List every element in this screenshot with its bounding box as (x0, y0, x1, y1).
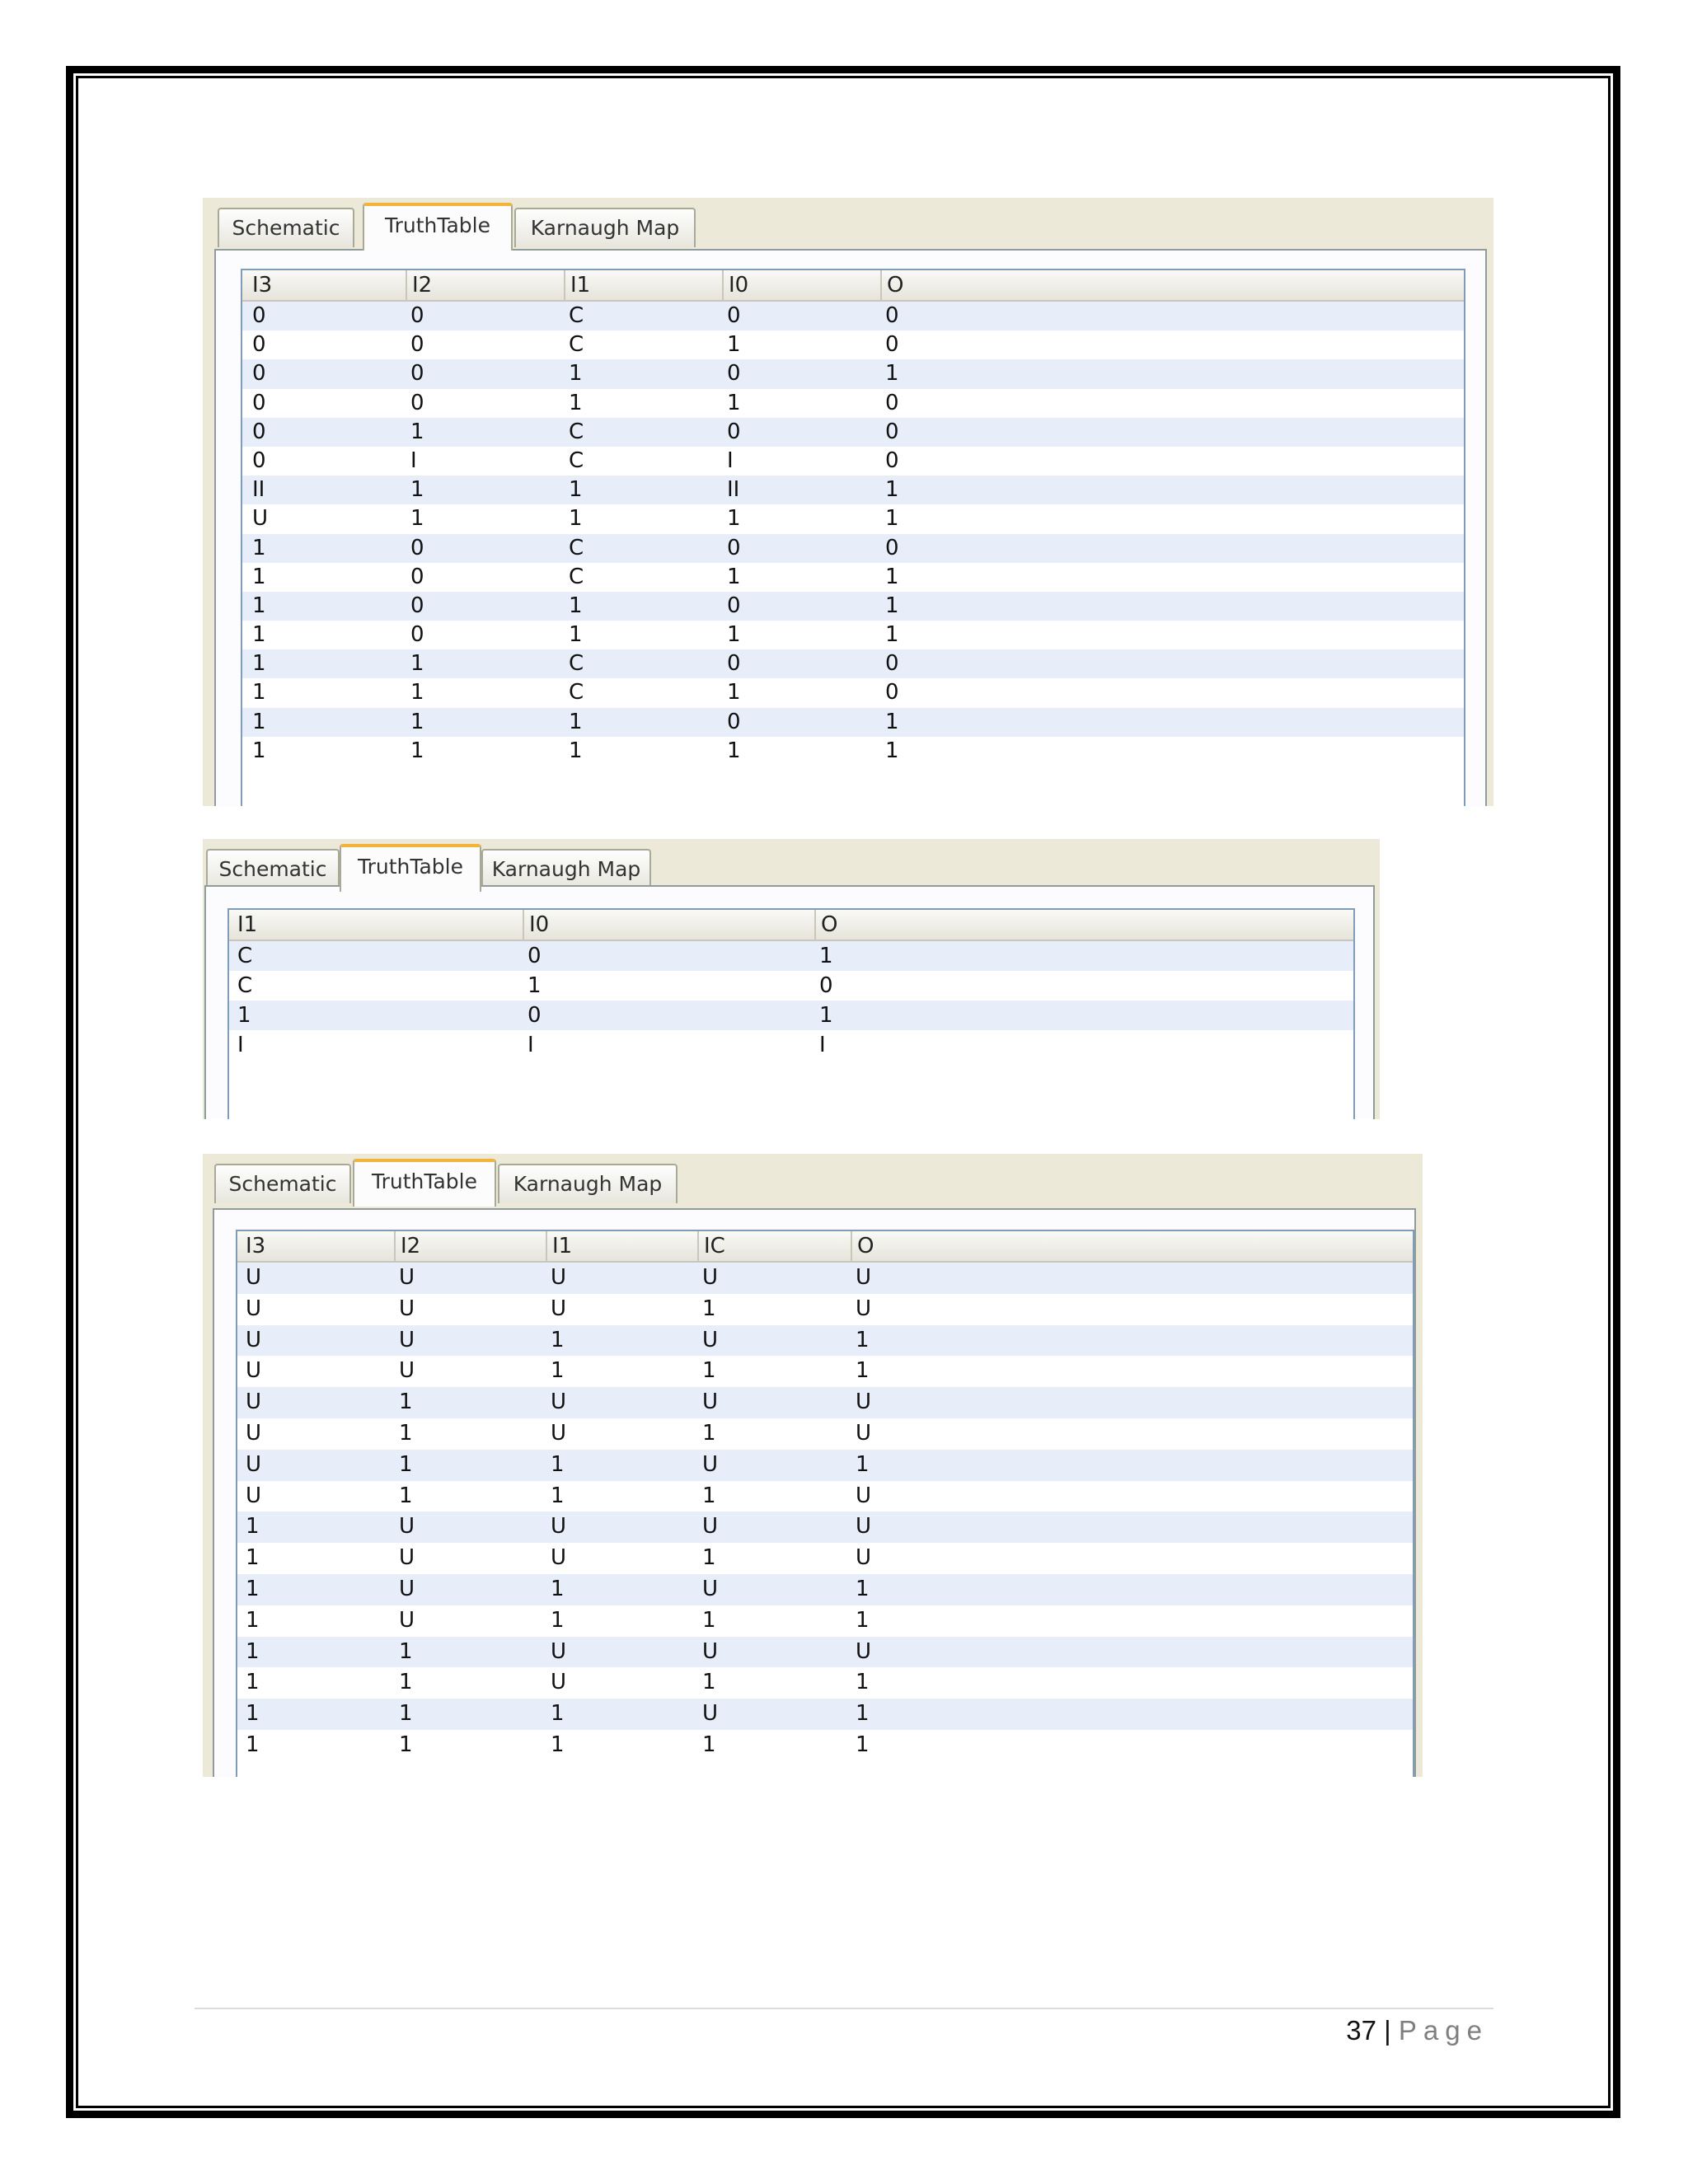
table-row[interactable] (242, 302, 1464, 330)
column-header[interactable]: I3 (252, 273, 273, 298)
table-cell: 1 (727, 622, 741, 648)
column-header[interactable]: O (851, 1231, 1180, 1261)
table-cell: 0 (727, 419, 741, 444)
table-cell: 1 (885, 361, 899, 387)
table-cell: 0 (528, 1003, 542, 1028)
table-cell: C (569, 651, 584, 677)
table-body (242, 302, 1464, 766)
table-cell: 1 (856, 1732, 870, 1757)
table-cell: 1 (702, 1732, 716, 1757)
table-cell: C (237, 944, 253, 968)
table-cell: 1 (246, 1701, 260, 1727)
table-row[interactable] (242, 504, 1464, 533)
table-cell: I (727, 448, 734, 473)
table-cell: 1 (246, 1545, 260, 1571)
table-cell: 1 (569, 390, 583, 415)
tab-schematic[interactable]: Schematic (218, 208, 354, 247)
column-header[interactable]: IC (697, 1231, 851, 1261)
table-cell: 1 (246, 1638, 260, 1664)
footer-divider (195, 2008, 1493, 2009)
table-cell: 1 (819, 944, 833, 968)
page-number (1311, 2011, 1489, 2050)
table-cell: 0 (410, 390, 424, 415)
table-cell: 1 (410, 419, 424, 444)
table-cell: 1 (569, 738, 583, 763)
table-cell: 1 (856, 1358, 870, 1384)
table-cell: C (569, 332, 584, 358)
table-cell: 1 (856, 1576, 870, 1601)
table-row[interactable] (242, 592, 1464, 621)
table-cell: U (399, 1327, 415, 1352)
table-row[interactable] (242, 330, 1464, 359)
table-row[interactable] (242, 359, 1464, 388)
column-header[interactable]: I1 (546, 1231, 699, 1261)
table-cell: 1 (399, 1638, 413, 1664)
tab-karnaugh-map[interactable]: Karnaugh Map (514, 208, 696, 247)
table-cell: U (246, 1451, 262, 1477)
table-row[interactable] (237, 1356, 1413, 1387)
page-number-value: 37 (1346, 2015, 1376, 2046)
column-header[interactable]: I3 (246, 1234, 266, 1258)
table-cell: 1 (856, 1451, 870, 1477)
table-row[interactable] (229, 1030, 1353, 1060)
table-cell: U (246, 1483, 262, 1508)
column-header[interactable]: I1 (237, 912, 258, 937)
table-cell: 1 (727, 506, 741, 532)
tab-karnaugh-map[interactable]: Karnaugh Map (498, 1164, 678, 1203)
table-cell: 1 (410, 506, 424, 532)
table-row[interactable] (242, 737, 1464, 766)
table-cell: 0 (410, 593, 424, 618)
table-cell: U (399, 1265, 415, 1290)
table-cell: I (237, 1033, 244, 1057)
table-cell: 1 (551, 1576, 565, 1601)
table-cell: II (252, 477, 265, 503)
table-cell: 1 (410, 477, 424, 503)
table-row[interactable] (237, 1418, 1413, 1450)
table-cell: C (569, 419, 584, 444)
table-cell: U (551, 1638, 567, 1664)
table-cell: 0 (410, 564, 424, 589)
table-cell: U (246, 1265, 262, 1290)
table-cell: U (246, 1327, 262, 1352)
table-row[interactable] (242, 563, 1464, 592)
table-cell: C (569, 535, 584, 560)
table-row[interactable] (237, 1450, 1413, 1481)
table-cell: U (399, 1296, 415, 1321)
table-cell: U (856, 1514, 872, 1540)
table-cell: 1 (399, 1701, 413, 1727)
table-cell: 1 (856, 1327, 870, 1352)
table-cell: 1 (551, 1451, 565, 1477)
page-label: Page (1398, 2015, 1489, 2046)
table-cell: 0 (528, 944, 542, 968)
table-cell: U (856, 1390, 872, 1415)
table-cell: 1 (246, 1732, 260, 1757)
table-cell: 1 (252, 738, 266, 763)
table-cell: 0 (885, 332, 899, 358)
table-header (229, 910, 1353, 941)
table-cell: I (410, 448, 417, 473)
table-cell: C (569, 680, 584, 705)
table-cell: 0 (410, 622, 424, 648)
table-cell: 1 (702, 1296, 716, 1321)
table-cell: 0 (727, 303, 741, 328)
table-cell: U (856, 1296, 872, 1321)
table-cell: U (551, 1265, 567, 1290)
table-cell: 0 (410, 361, 424, 387)
table-cell: 1 (246, 1514, 260, 1540)
table-row[interactable] (237, 1730, 1413, 1761)
table-cell: 1 (399, 1390, 413, 1415)
tab-schematic[interactable]: Schematic (214, 1164, 351, 1203)
table-cell: U (856, 1638, 872, 1664)
table-cell: U (246, 1420, 262, 1446)
column-header[interactable]: I0 (523, 910, 813, 940)
table-cell: 1 (569, 593, 583, 618)
table-cell: 1 (727, 332, 741, 358)
table-cell: 1 (856, 1670, 870, 1695)
table-cell: I (528, 1033, 534, 1057)
table-cell: 0 (727, 593, 741, 618)
table-header (242, 270, 1464, 302)
table-cell: 1 (551, 1732, 565, 1757)
table-cell: 1 (252, 535, 266, 560)
table-row[interactable] (229, 1001, 1353, 1030)
tab-truth-table[interactable]: TruthTable (353, 1159, 496, 1207)
table-cell: U (252, 506, 269, 532)
table-cell: 1 (410, 680, 424, 705)
table-cell: 1 (528, 973, 542, 998)
column-header[interactable]: I1 (564, 270, 722, 300)
table-cell: 1 (399, 1420, 413, 1446)
table-cell: 1 (727, 680, 741, 705)
table-cell: II (727, 477, 740, 503)
table-cell: 1 (856, 1701, 870, 1727)
table-row[interactable] (237, 1263, 1413, 1294)
table-cell: 1 (569, 709, 583, 734)
table-cell: 1 (246, 1576, 260, 1601)
table-cell: 1 (885, 506, 899, 532)
table-cell: 1 (246, 1670, 260, 1695)
table-cell: 1 (885, 564, 899, 589)
table-cell: U (551, 1670, 567, 1695)
table-cell: U (399, 1514, 415, 1540)
table-cell: 0 (885, 651, 899, 677)
table-cell: 1 (246, 1607, 260, 1633)
table-cell: 1 (551, 1607, 565, 1633)
table-cell: 0 (885, 535, 899, 560)
table-cell: U (702, 1576, 719, 1601)
table-body (229, 941, 1353, 1060)
page-number-separator: | (1384, 2015, 1391, 2046)
table-cell: 1 (551, 1327, 565, 1352)
table-cell: I (819, 1033, 826, 1057)
tab-karnaugh-map[interactable]: Karnaugh Map (481, 849, 651, 888)
table-cell: 1 (856, 1607, 870, 1633)
table-cell: U (551, 1390, 567, 1415)
table-row[interactable] (242, 418, 1464, 447)
truth-table-grid (241, 269, 1465, 806)
table-cell: U (702, 1390, 719, 1415)
table-cell: U (702, 1514, 719, 1540)
table-cell: U (856, 1483, 872, 1508)
table-row[interactable] (242, 476, 1464, 504)
table-cell: 0 (727, 709, 741, 734)
table-cell: 0 (410, 332, 424, 358)
table-cell: 1 (702, 1483, 716, 1508)
table-cell: C (237, 973, 253, 998)
table-cell: 1 (819, 1003, 833, 1028)
table-cell: 0 (819, 973, 833, 998)
table-row[interactable] (237, 1605, 1413, 1637)
table-cell: U (399, 1607, 415, 1633)
table-cell: C (569, 564, 584, 589)
table-cell: 1 (702, 1358, 716, 1384)
truth-table-screenshot-3 (203, 1154, 1423, 1777)
table-cell: 0 (252, 303, 266, 328)
table-header (237, 1231, 1413, 1263)
table-cell: 0 (885, 419, 899, 444)
table-cell: 0 (410, 535, 424, 560)
table-cell: 0 (885, 680, 899, 705)
table-cell: 1 (399, 1670, 413, 1695)
column-header[interactable]: O (880, 270, 1210, 300)
table-row[interactable] (242, 649, 1464, 678)
column-header[interactable]: I2 (406, 270, 564, 300)
table-cell: 1 (399, 1732, 413, 1757)
table-cell: 0 (727, 535, 741, 560)
table-cell: 1 (702, 1607, 716, 1633)
truth-table-screenshot-2 (203, 839, 1380, 1119)
table-cell: 1 (252, 564, 266, 589)
truth-table-grid (227, 908, 1355, 1119)
table-body (237, 1263, 1413, 1761)
table-row[interactable] (237, 1699, 1413, 1730)
table-cell: 1 (252, 709, 266, 734)
table-cell: U (551, 1296, 567, 1321)
table-row[interactable] (242, 389, 1464, 418)
table-cell: 0 (727, 651, 741, 677)
table-cell: 0 (885, 390, 899, 415)
column-header[interactable]: I0 (722, 270, 880, 300)
table-row[interactable] (229, 941, 1353, 971)
table-cell: 1 (727, 564, 741, 589)
table-cell: U (246, 1390, 262, 1415)
table-cell: 1 (702, 1420, 716, 1446)
table-row[interactable] (237, 1325, 1413, 1357)
table-cell: 1 (569, 506, 583, 532)
table-cell: U (856, 1545, 872, 1571)
table-row[interactable] (242, 534, 1464, 563)
table-cell: 1 (569, 622, 583, 648)
table-row[interactable] (237, 1574, 1413, 1605)
table-cell: 1 (885, 738, 899, 763)
table-cell: 1 (885, 622, 899, 648)
column-header[interactable]: I2 (394, 1231, 547, 1261)
table-cell: U (246, 1296, 262, 1321)
table-cell: 0 (252, 332, 266, 358)
table-cell: 0 (885, 448, 899, 473)
table-cell: U (551, 1420, 567, 1446)
table-row[interactable] (237, 1387, 1413, 1418)
table-cell: 0 (410, 303, 424, 328)
table-cell: 1 (569, 477, 583, 503)
table-cell: 1 (252, 651, 266, 677)
truth-table-grid (236, 1230, 1414, 1777)
table-cell: U (856, 1420, 872, 1446)
table-cell: U (856, 1265, 872, 1290)
table-cell: 1 (410, 709, 424, 734)
table-cell: U (399, 1576, 415, 1601)
table-cell: 1 (551, 1701, 565, 1727)
table-cell: 0 (252, 419, 266, 444)
tab-truth-table[interactable]: TruthTable (363, 203, 513, 251)
tab-schematic[interactable]: Schematic (206, 849, 340, 888)
table-cell: U (399, 1358, 415, 1384)
table-cell: 0 (252, 448, 266, 473)
table-cell: U (702, 1327, 719, 1352)
table-cell: C (569, 448, 584, 473)
table-cell: U (246, 1358, 262, 1384)
table-cell: U (702, 1701, 719, 1727)
tab-truth-table[interactable]: TruthTable (340, 844, 481, 892)
table-cell: 1 (551, 1358, 565, 1384)
table-cell: 1 (569, 361, 583, 387)
table-row[interactable] (237, 1667, 1413, 1699)
table-cell: 1 (237, 1003, 251, 1028)
table-cell: 0 (727, 361, 741, 387)
table-cell: U (702, 1451, 719, 1477)
table-row[interactable] (242, 621, 1464, 649)
table-cell: U (702, 1265, 719, 1290)
table-row[interactable] (237, 1294, 1413, 1325)
table-cell: 0 (885, 303, 899, 328)
table-row[interactable] (237, 1481, 1413, 1512)
table-cell: 1 (727, 738, 741, 763)
table-cell: 1 (551, 1483, 565, 1508)
table-row[interactable] (237, 1543, 1413, 1574)
table-cell: U (551, 1545, 567, 1571)
table-row[interactable] (242, 708, 1464, 737)
table-cell: 1 (399, 1451, 413, 1477)
table-row[interactable] (237, 1637, 1413, 1668)
table-cell: 1 (410, 651, 424, 677)
table-cell: 1 (702, 1670, 716, 1695)
table-cell: 1 (410, 738, 424, 763)
table-row[interactable] (242, 447, 1464, 476)
table-cell: 0 (252, 390, 266, 415)
table-cell: 1 (885, 477, 899, 503)
table-cell: 1 (399, 1483, 413, 1508)
table-cell: 1 (885, 593, 899, 618)
table-cell: U (702, 1638, 719, 1664)
table-row[interactable] (237, 1511, 1413, 1543)
table-cell: 1 (727, 390, 741, 415)
table-cell: 1 (252, 680, 266, 705)
table-cell: U (551, 1514, 567, 1540)
table-cell: 1 (252, 593, 266, 618)
table-cell: U (399, 1545, 415, 1571)
column-header[interactable]: O (814, 910, 1144, 940)
table-cell: C (569, 303, 584, 328)
table-cell: 1 (885, 709, 899, 734)
table-cell: 0 (252, 361, 266, 387)
table-row[interactable] (242, 678, 1464, 707)
table-row[interactable] (229, 971, 1353, 1001)
truth-table-screenshot-1 (203, 198, 1493, 806)
table-cell: 1 (252, 622, 266, 648)
table-cell: 1 (702, 1545, 716, 1571)
